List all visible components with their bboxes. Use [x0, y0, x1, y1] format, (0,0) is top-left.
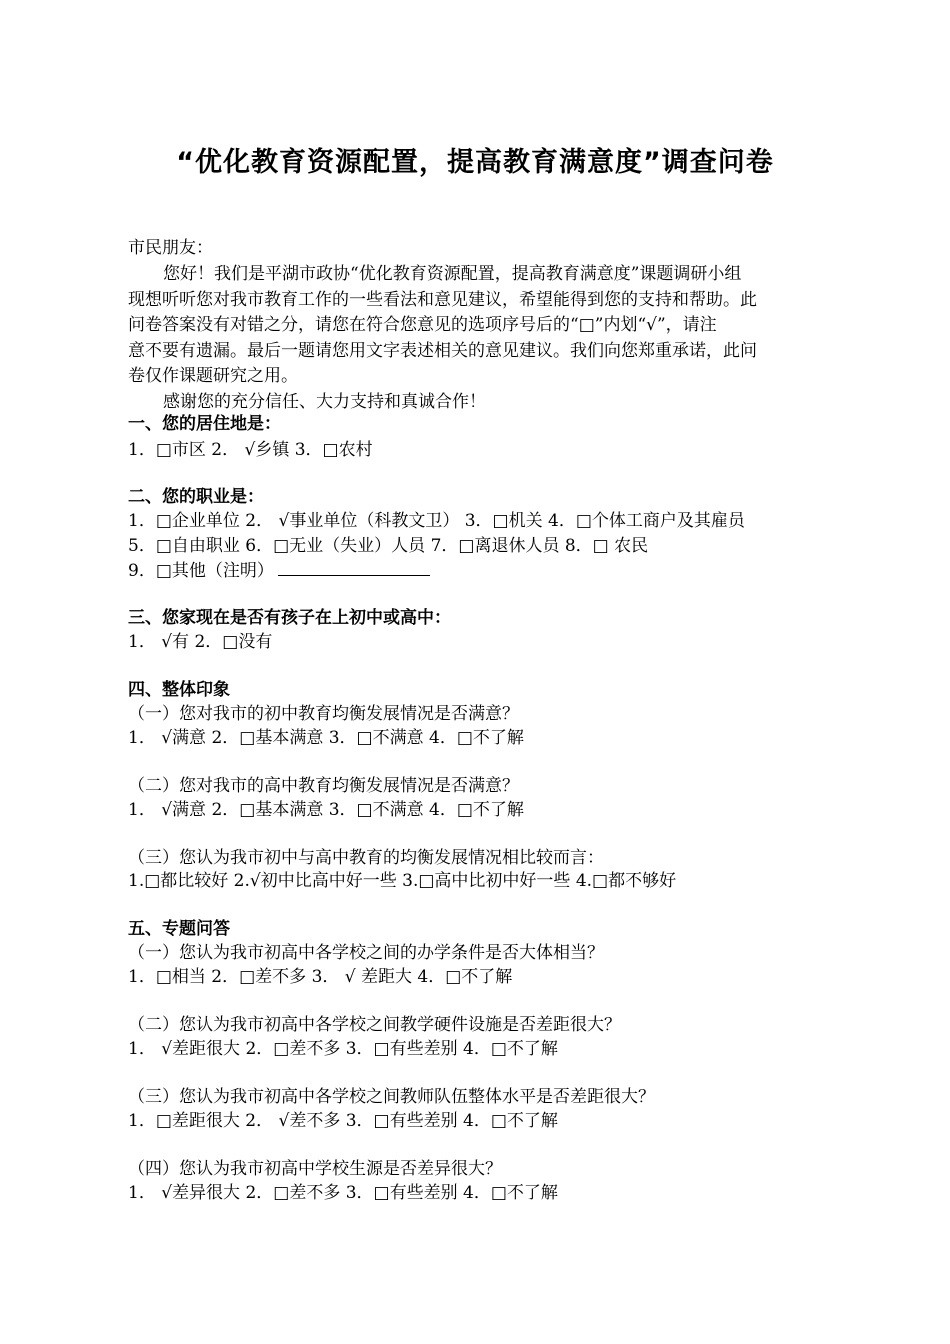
thanks-text: 感谢您的充分信任、大力支持和真诚合作！ — [163, 392, 486, 412]
intro-line-5: 卷仅作课题研究之用。 — [128, 366, 298, 386]
intro-line-1: 您好！我们是平湖市政协“优化教育资源配置，提高教育满意度”课题调研小组 — [163, 264, 742, 284]
other-option-label: 9．□其他（注明） — [128, 561, 274, 581]
section-5-question-4: （四）您认为我市初高中学校生源是否差异很大？ — [128, 1159, 502, 1179]
section-4-question-2: （二）您对我市的高中教育均衡发展情况是否满意？ — [128, 776, 519, 796]
section-4-options-1[interactable]: 1． √满意 2．□基本满意 3．□不满意 4．□不了解 — [128, 728, 524, 748]
intro-line-3: 问卷答案没有对错之分，请您在符合您意见的选项序号后的“□”内划“√”，请注 — [128, 315, 717, 335]
greeting: 市民朋友： — [128, 238, 213, 258]
other-fill-blank[interactable] — [278, 558, 430, 576]
section-4-options-3[interactable]: 1.□都比较好 2.√初中比高中好一些 3.□高中比初中好一些 4.□都不够好 — [128, 871, 677, 891]
section-4-options-2[interactable]: 1． √满意 2．□基本满意 3．□不满意 4．□不了解 — [128, 800, 524, 820]
section-5-options-4[interactable]: 1． √差异很大 2．□差不多 3．□有些差别 4．□不了解 — [128, 1183, 558, 1203]
intro-line-2: 现想听听您对我市教育工作的一些看法和意见建议，希望能得到您的支持和帮助。此 — [128, 290, 757, 310]
section-1-options[interactable]: 1．□市区 2． √乡镇 3．□农村 — [128, 440, 373, 460]
section-4-question-1: （一）您对我市的初中教育均衡发展情况是否满意？ — [128, 704, 519, 724]
section-2-options-line-2[interactable]: 5．□自由职业 6．□无业（失业）人员 7．□离退休人员 8．□ 农民 — [128, 536, 649, 556]
section-3-options[interactable]: 1． √有 2．□没有 — [128, 632, 273, 652]
section-5-options-3[interactable]: 1．□差距很大 2． √差不多 3．□有些差别 4．□不了解 — [128, 1111, 558, 1131]
section-4-question-3: （三）您认为我市初中与高中教育的均衡发展情况相比较而言： — [128, 848, 604, 868]
section-5-options-1[interactable]: 1．□相当 2．□差不多 3． √ 差距大 4．□不了解 — [128, 967, 513, 987]
section-5-question-1: （一）您认为我市初高中各学校之间的办学条件是否大体相当？ — [128, 943, 604, 963]
section-1-heading: 一、您的居住地是： — [128, 414, 281, 434]
section-2-heading: 二、您的职业是： — [128, 487, 264, 507]
section-5-question-3: （三）您认为我市初高中各学校之间教师队伍整体水平是否差距很大？ — [128, 1087, 655, 1107]
section-2-options-line-1[interactable]: 1．□企业单位 2． √事业单位（科教文卫） 3．□机关 4．□个体工商户及其雇员 — [128, 511, 745, 531]
page-title: “优化教育资源配置，提高教育满意度”调查问卷 — [176, 147, 774, 178]
intro-line-4: 意不要有遗漏。最后一题请您用文字表述相关的意见建议。我们向您郑重承诺，此问 — [128, 341, 757, 361]
section-5-heading: 五、专题问答 — [128, 919, 230, 939]
section-5-options-2[interactable]: 1． √差距很大 2．□差不多 3．□有些差别 4．□不了解 — [128, 1039, 558, 1059]
section-3-heading: 三、您家现在是否有孩子在上初中或高中： — [128, 608, 451, 628]
section-4-heading: 四、整体印象 — [128, 680, 230, 700]
section-5-question-2: （二）您认为我市初高中各学校之间教学硬件设施是否差距很大？ — [128, 1015, 621, 1035]
section-2-options-line-3[interactable] — [128, 558, 430, 583]
